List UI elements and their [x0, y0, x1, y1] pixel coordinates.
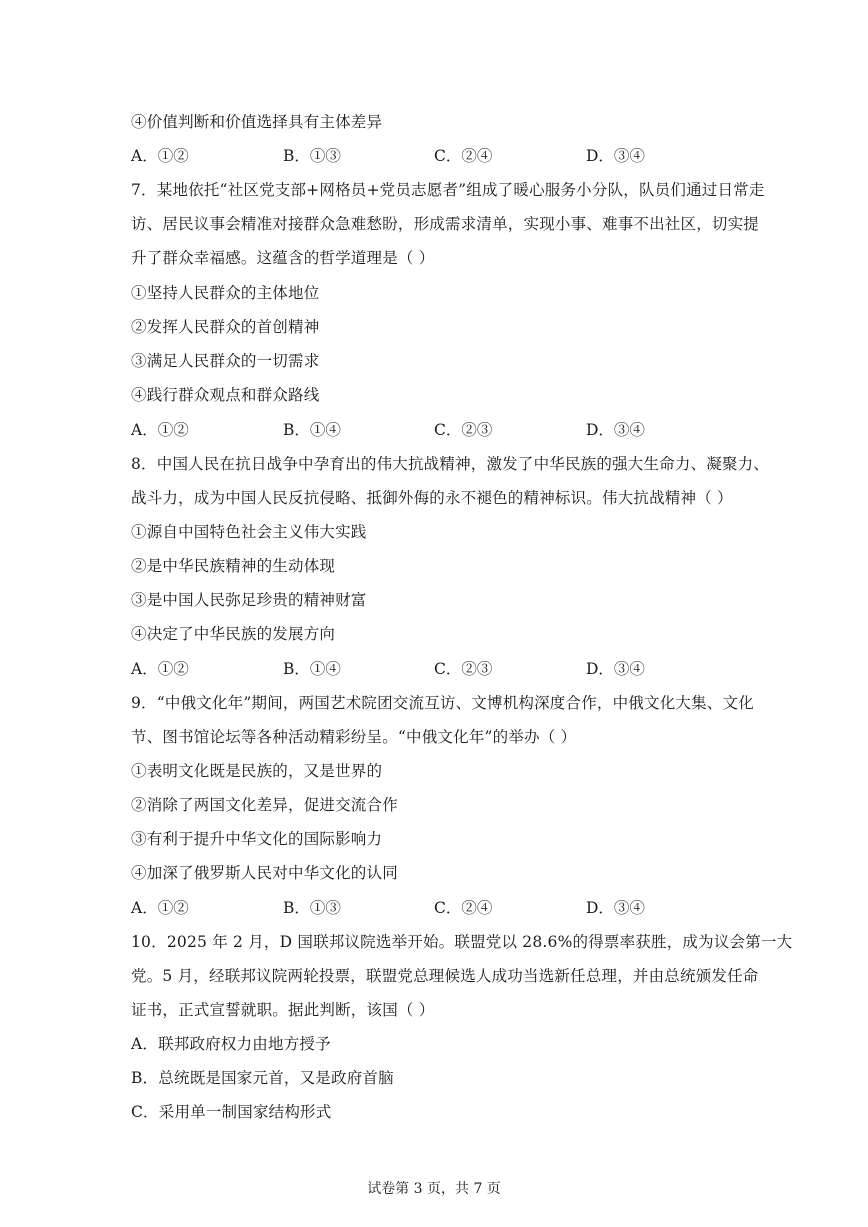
- choice-c: C．采用单一制国家结构形式: [131, 1103, 332, 1121]
- question-item: ②发挥人民群众的首创精神: [131, 318, 320, 336]
- question-item: ③是中国人民弥足珍贵的精神财富: [131, 591, 367, 609]
- option-d: D．③④: [586, 421, 645, 439]
- question-item: ④决定了中华民族的发展方向: [131, 625, 336, 643]
- page-footer: 试卷第 3 页，共 7 页: [367, 1181, 501, 1197]
- question-7-stem: 访、居民议事会精准对接群众急难愁盼，形成需求清单，实现小事、难事不出社区，切实提: [131, 215, 760, 233]
- option-a: A．①②: [131, 147, 189, 165]
- question-item: ②是中华民族精神的生动体现: [131, 557, 336, 575]
- option-c: C．②④: [434, 899, 493, 917]
- question-8-stem: 8．中国人民在抗日战争中孕育出的伟大抗战精神，激发了中华民族的强大生命力、凝聚力、: [131, 455, 770, 473]
- question-item: ①源自中国特色社会主义伟大实践: [131, 523, 367, 541]
- option-b: B．①④: [283, 660, 341, 678]
- answer-options: [131, 420, 691, 440]
- question-10-stem: 党。5 月，经联邦议院两轮投票，联盟党总理候选人成功当选新任总理，并由总统颁发任命: [131, 967, 759, 985]
- option-b: B．①④: [283, 421, 341, 439]
- question-10-stem: 10．2025 年 2 月，D 国联邦议院选举开始。联盟党以 28.6%的得票率获胜，成为议会第一大: [131, 933, 793, 951]
- question-item: ④价值判断和价值选择具有主体差异: [131, 113, 383, 131]
- question-item: ④加深了俄罗斯人民对中华文化的认同: [131, 864, 398, 882]
- question-item: ③有利于提升中华文化的国际影响力: [131, 830, 383, 848]
- question-9-stem: 9．“中俄文化年”期间，两国艺术院团交流互访、文博机构深度合作，中俄文化大集、文化: [131, 694, 754, 712]
- question-7-stem: 7．某地依托“社区党支部+网格员+党员志愿者”组成了暖心服务小分队，队员们通过日常走: [131, 181, 765, 199]
- option-a: A．①②: [131, 660, 189, 678]
- choice-b: B．总统既是国家元首，又是政府首脑: [131, 1069, 394, 1087]
- question-item: ④践行群众观点和群众路线: [131, 386, 320, 404]
- question-10-stem: 证书，正式宣誓就职。据此判断，该国（ ）: [131, 1001, 435, 1019]
- question-8-stem: 战斗力，成为中国人民反抗侵略、抵御外侮的永不褪色的精神标识。伟大抗战精神（ ）: [131, 489, 733, 507]
- option-a: A．①②: [131, 899, 189, 917]
- question-item: ①坚持人民群众的主体地位: [131, 284, 320, 302]
- question-item: ②消除了两国文化差异，促进交流合作: [131, 796, 398, 814]
- question-9-stem: 节、图书馆论坛等各种活动精彩纷呈。“中俄文化年”的举办（ ）: [131, 728, 577, 746]
- option-c: C．②④: [434, 147, 493, 165]
- option-c: C．②③: [434, 660, 493, 678]
- question-7-stem: 升了群众幸福感。这蕴含的哲学道理是（ ）: [131, 249, 435, 267]
- option-b: B．①③: [283, 147, 341, 165]
- answer-options: [131, 659, 691, 679]
- answer-options: [131, 898, 691, 918]
- option-b: B．①③: [283, 899, 341, 917]
- option-c: C．②③: [434, 421, 493, 439]
- question-item: ①表明文化既是民族的，又是世界的: [131, 762, 383, 780]
- option-a: A．①②: [131, 421, 189, 439]
- option-d: D．③④: [586, 899, 645, 917]
- option-d: D．③④: [586, 147, 645, 165]
- answer-options: [131, 146, 691, 166]
- choice-a: A．联邦政府权力由地方授予: [131, 1035, 331, 1053]
- question-item: ③满足人民群众的一切需求: [131, 352, 320, 370]
- option-d: D．③④: [586, 660, 645, 678]
